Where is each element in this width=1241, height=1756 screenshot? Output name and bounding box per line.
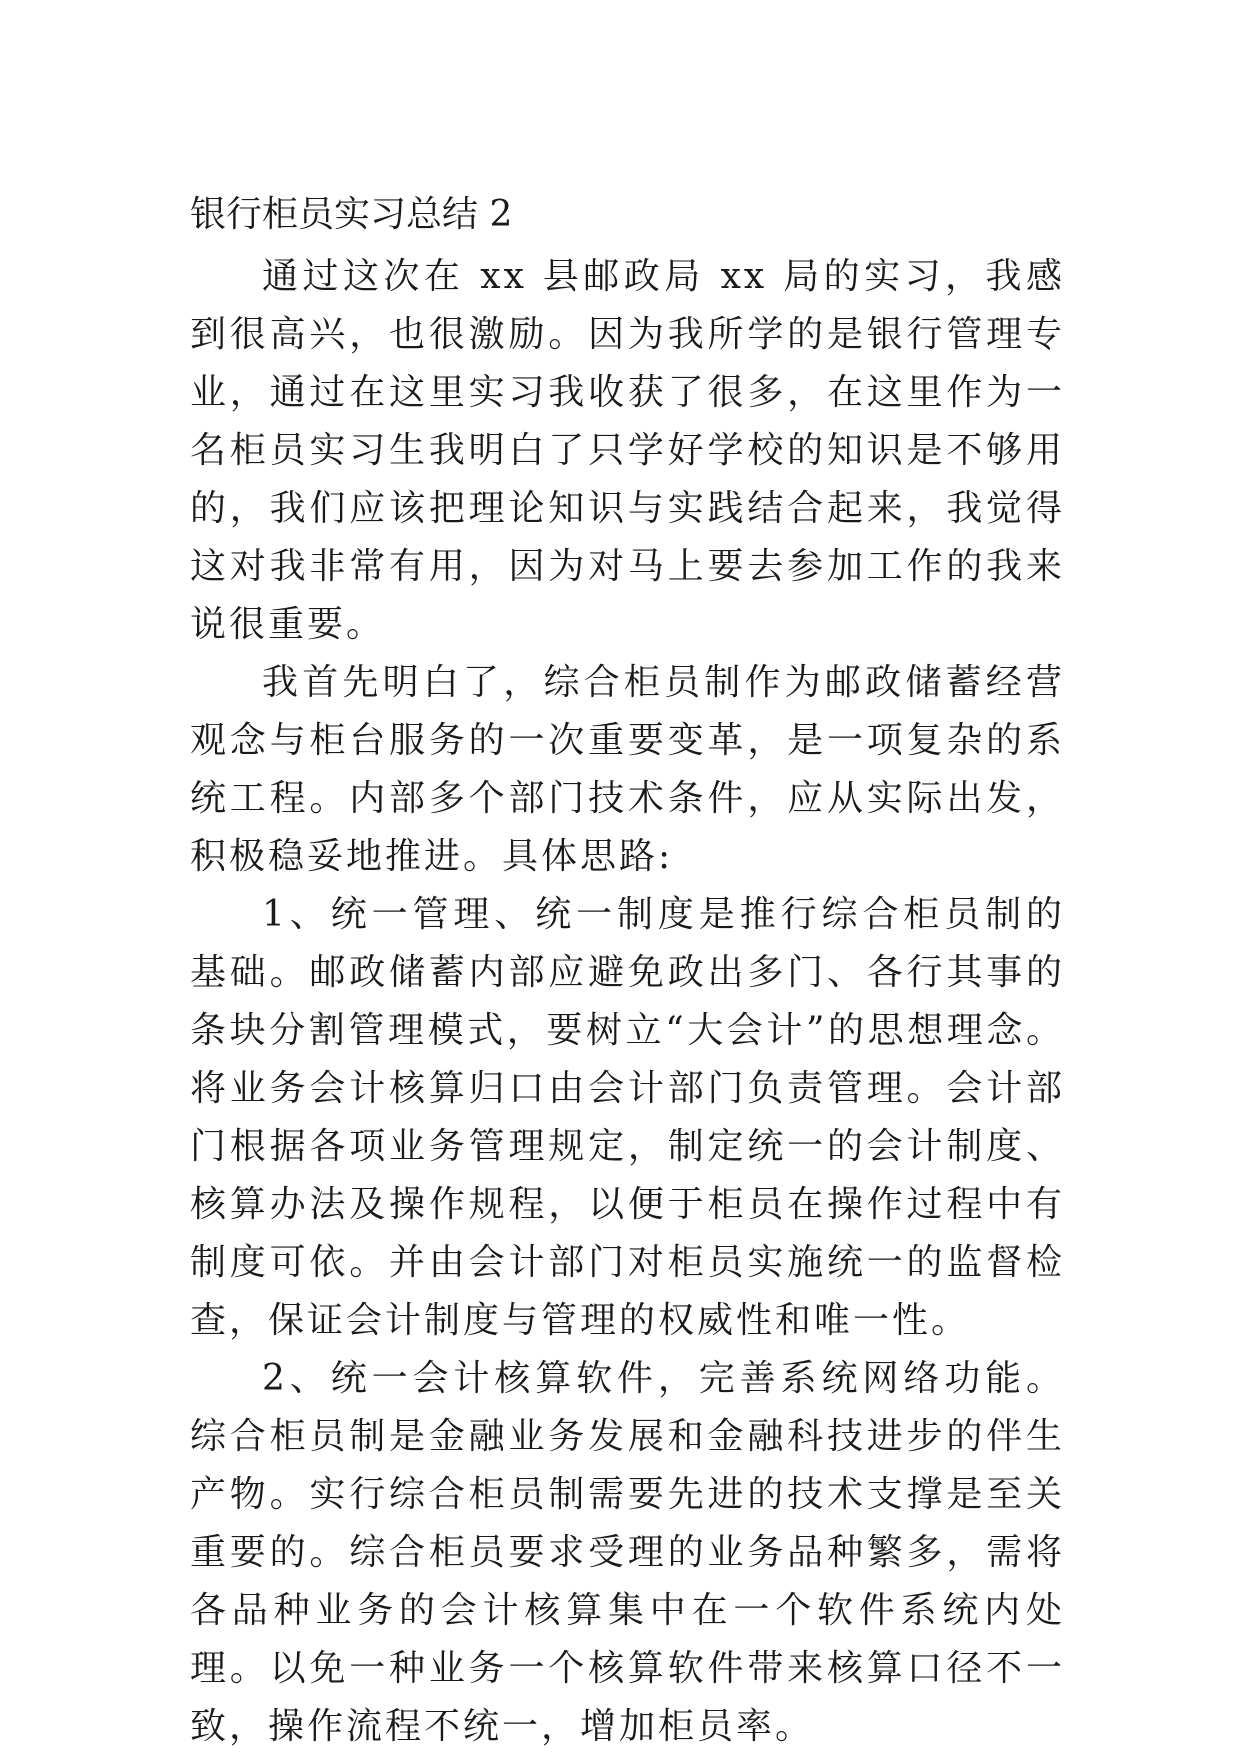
document-body	[190, 186, 1065, 1756]
paragraph-overview: 我首先明白了，综合柜员制作为邮政储蓄经营观念与柜台服务的一次重要变革，是一项复杂的系统工程。内部多个部门技术条件，应从实际出发，积极稳妥地推进。具体思路:	[190, 662, 1065, 877]
document-title: 银行柜员实习总结 2	[190, 194, 513, 235]
paragraph-point-2: 2、统一会计核算软件，完善系统网络功能。综合柜员制是金融业务发展和金融科技进步的伴生产物。实行综合柜员制需要先进的技术支撑是至关重要的。综合柜员要求受理的业务品种繁多，需将各品种业务的会计核算集中在一个软件系统内处理。以免一种业务一个核算软件带来核算口径不一致，操作流程不统一，增加柜员率。	[190, 1358, 1065, 1747]
paragraph-point-1: 1、统一管理、统一制度是推行综合柜员制的基础。邮政储蓄内部应避免政出多门、各行其事的条块分割管理模式，要树立“大会计”的思想理念。将业务会计核算归口由会计部门负责管理。会计部门根据各项业务管理规定，制定统一的会计制度、核算办法及操作规程，以便于柜员在操作过程中有制度可依。并由会计部门对柜员实施统一的监督检查，保证会计制度与管理的权威性和唯一性。	[190, 894, 1065, 1341]
paragraph-intro: 通过这次在 xx 县邮政局 xx 局的实习，我感到很高兴，也很激励。因为我所学的是银行管理专业，通过在这里实习我收获了很多，在这里作为一名柜员实习生我明白了只学好学校的知识是不够用的，我们应该把理论知识与实践结合起来，我觉得这对我非常有用，因为对马上要去参加工作的我来说很重要。	[190, 256, 1065, 645]
